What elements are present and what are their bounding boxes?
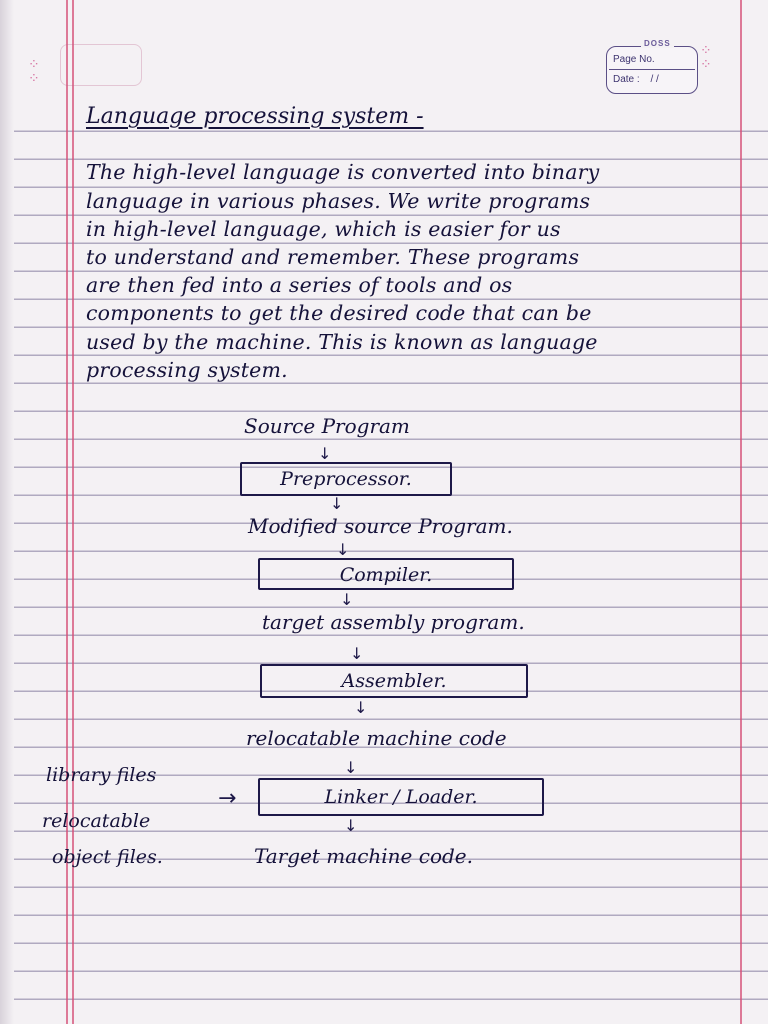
- paragraph-line: used by the machine. This is known as language: [86, 330, 598, 354]
- assembler-box: [260, 664, 528, 698]
- corner-dots-right: ⁘ ⁘: [700, 43, 712, 73]
- page-number-box: [606, 39, 698, 94]
- down-arrow-icon: ↓: [354, 698, 368, 717]
- bleed-through-logo: [30, 40, 150, 92]
- paragraph-line: are then fed into a series of tools and os: [86, 273, 513, 297]
- page-box-divider: [609, 69, 695, 70]
- right-margin-line: [740, 0, 742, 1024]
- source-program-label: Source Program: [244, 414, 410, 438]
- preprocessor-box: [240, 462, 452, 496]
- linker-loader-label: Linker / Loader.: [324, 786, 478, 808]
- compiler-label: Compiler.: [339, 564, 433, 586]
- left-margin-line-2: [72, 0, 74, 1024]
- page-binding-shadow: [0, 0, 14, 1024]
- down-arrow-icon: ↓: [318, 444, 332, 463]
- down-arrow-icon: ↓: [336, 540, 350, 559]
- preprocessor-label: Preprocessor.: [280, 468, 412, 490]
- paragraph-line: in high-level language, which is easier for us: [86, 217, 561, 241]
- date-label: [613, 74, 659, 85]
- down-arrow-icon: ↓: [330, 494, 344, 513]
- date-label-text: Date :: [613, 74, 640, 85]
- paragraph-line: components to get the desired code that can be: [86, 301, 592, 325]
- left-margin-line: [66, 0, 68, 1024]
- corner-dots-left: ⁘ ⁘: [28, 57, 40, 87]
- modified-source-program-label: Modified source Program.: [248, 514, 513, 538]
- notebook-brand: DOSS: [641, 39, 674, 48]
- linker-loader-box: [258, 778, 544, 816]
- relocatable-machine-code-label: relocatable machine code: [246, 726, 507, 750]
- paragraph-line: processing system.: [86, 358, 288, 382]
- paragraph-line: The high-level language is converted into binary: [86, 160, 600, 184]
- page-no-label: Page No.: [613, 54, 655, 65]
- relocatable-note: relocatable: [42, 810, 151, 832]
- compiler-box: [258, 558, 514, 590]
- down-arrow-icon: ↓: [350, 644, 364, 663]
- target-machine-code-label: Target machine code.: [254, 844, 473, 868]
- down-arrow-icon: ↓: [344, 758, 358, 777]
- paragraph-line: to understand and remember. These programs: [86, 245, 580, 269]
- right-arrow-icon: →: [218, 786, 237, 811]
- down-arrow-icon: ↓: [340, 590, 354, 609]
- object-files-note: object files.: [52, 846, 163, 868]
- page-heading: Language processing system -: [86, 104, 424, 129]
- target-assembly-program-label: target assembly program.: [262, 610, 525, 634]
- assembler-label: Assembler.: [341, 670, 447, 692]
- down-arrow-icon: ↓: [344, 816, 358, 835]
- date-value: / /: [650, 74, 659, 85]
- library-files-note: library files: [46, 764, 157, 786]
- paragraph-line: language in various phases. We write programs: [86, 189, 591, 213]
